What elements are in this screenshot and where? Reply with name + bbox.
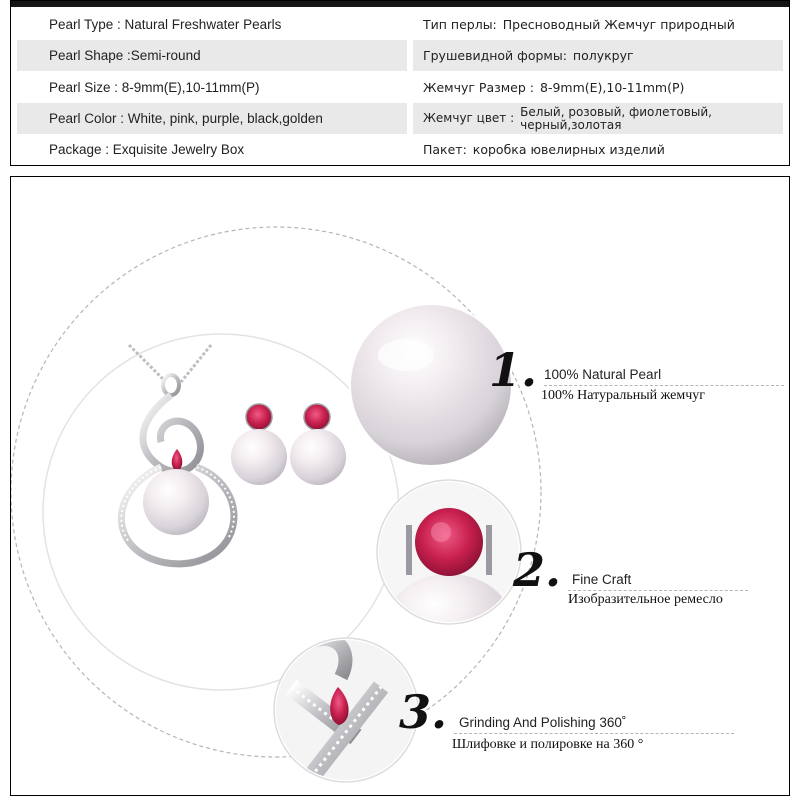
spec-ru-value: Белый, розовый, фиолетовый, черный,золотая bbox=[520, 104, 712, 132]
feature-divider bbox=[454, 733, 734, 734]
spec-row-pearl-color bbox=[11, 103, 789, 134]
feature-number: 2. bbox=[513, 543, 562, 597]
spec-en-cell: Pearl Shape :Semi-round bbox=[17, 40, 407, 71]
feature-3 bbox=[399, 685, 787, 759]
spec-ru-label: Пакет: bbox=[423, 142, 467, 157]
feature-number: 1. bbox=[489, 343, 538, 397]
pendant-icon bbox=[121, 345, 234, 564]
feature-title-ru: Изобразительное ремесло bbox=[568, 592, 723, 607]
spec-en-cell: Pearl Color : White, pink, purple, black,golden bbox=[17, 103, 407, 134]
spec-ru-label: Жемчуг Размер : bbox=[423, 80, 534, 95]
spec-ru-cell bbox=[413, 103, 783, 134]
spec-ru-label: Грушевидной формы: bbox=[423, 48, 567, 63]
spec-row-pearl-size bbox=[11, 72, 789, 103]
feature-divider bbox=[568, 590, 748, 591]
spec-ru-label: Жемчуг цвет : bbox=[423, 111, 515, 125]
spec-en-cell: Package : Exquisite Jewelry Box bbox=[49, 142, 245, 157]
spec-row-pearl-shape bbox=[11, 40, 789, 71]
feature-title-en: Fine Craft bbox=[572, 572, 632, 587]
feature-title-en: 100% Natural Pearl bbox=[544, 367, 662, 382]
spec-ru-cell bbox=[413, 72, 783, 103]
spec-ru-cell bbox=[413, 9, 783, 40]
spec-row-pearl-type bbox=[11, 9, 789, 40]
feature-number: 3. bbox=[399, 685, 448, 739]
stud-earring-icon bbox=[231, 404, 287, 485]
spec-ru-value: 8-9mm(E),10-11mm(P) bbox=[540, 80, 685, 95]
spec-en-cell: Pearl Size : 8-9mm(E),10-11mm(P) bbox=[49, 80, 260, 95]
product-showcase bbox=[10, 176, 790, 796]
table-header-bar bbox=[11, 1, 789, 7]
spec-ru-label: Тип перлы: bbox=[423, 17, 497, 32]
decorative-inner-circle bbox=[43, 334, 399, 690]
spec-en-cell: Pearl Type : Natural Freshwater Pearls bbox=[49, 17, 282, 32]
spec-table bbox=[10, 0, 790, 166]
feature-title-ru: Шлифовке и полировке на 360 ° bbox=[452, 737, 644, 752]
feature-title-en: Grinding And Polishing 360˚ bbox=[459, 715, 627, 730]
spec-row-package bbox=[11, 134, 789, 165]
spec-ru-cell bbox=[413, 40, 783, 71]
stud-earring-icon bbox=[290, 404, 346, 485]
feature-title-ru: 100% Натуральный жемчуг bbox=[541, 388, 706, 403]
feature-divider bbox=[544, 385, 784, 386]
spec-ru-value: полукруг bbox=[572, 48, 634, 63]
spec-ru-cell bbox=[413, 134, 783, 165]
spec-ru-value: коробка ювелирных изделий bbox=[472, 142, 665, 157]
ruby-closeup-icon bbox=[371, 477, 531, 670]
feature-1 bbox=[489, 343, 789, 407]
feature-2 bbox=[513, 543, 789, 607]
spec-ru-value: Пресноводный Жемчуг природный bbox=[502, 17, 735, 32]
